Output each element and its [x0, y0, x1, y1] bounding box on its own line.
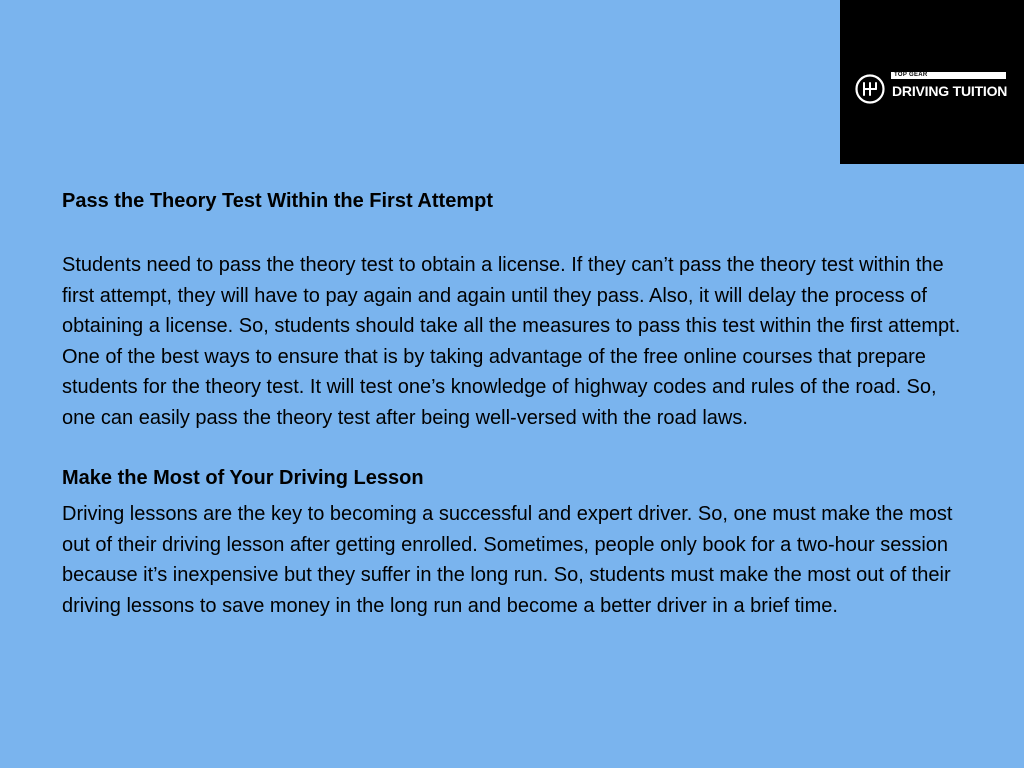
section-heading-driving-lesson: Make the Most of Your Driving Lesson	[62, 467, 424, 489]
section-body-driving-lesson: Driving lessons are the key to becoming a successful and expert driver. So, one must make the most out of their driving lesson after getting enrolled. Sometimes, people only book for a two-hour session because it’s inexpensive but they suffer in the long run. So, students must make the most out of their driving lessons to save money in the long run and become a better driver in a brief time.	[62, 503, 953, 617]
gear-shift-icon	[854, 73, 886, 105]
logo	[854, 72, 1006, 106]
logo-main-text: DRIVING TUITION	[892, 83, 1008, 99]
section-heading-theory-test: Pass the Theory Test Within the First Attempt	[62, 190, 493, 212]
section-body-theory-test: Students need to pass the theory test to obtain a license. If they can’t pass the theory test within the first attempt, they will have to pay again and again until they pass. Also, it will delay the process of obtaining a license. So, students should take all the measures to pass this test within the first attempt. One of the best ways to ensure that is by taking advantage of the free online courses that prepare students for the theory test. It will test one’s knowledge of highway codes and rules of the road. So, one can easily pass the theory test after being well-versed with the road laws.	[62, 254, 961, 429]
article-content	[62, 186, 962, 621]
logo-panel	[840, 0, 1024, 164]
logo-small-text: TOP GEAR	[894, 72, 928, 78]
